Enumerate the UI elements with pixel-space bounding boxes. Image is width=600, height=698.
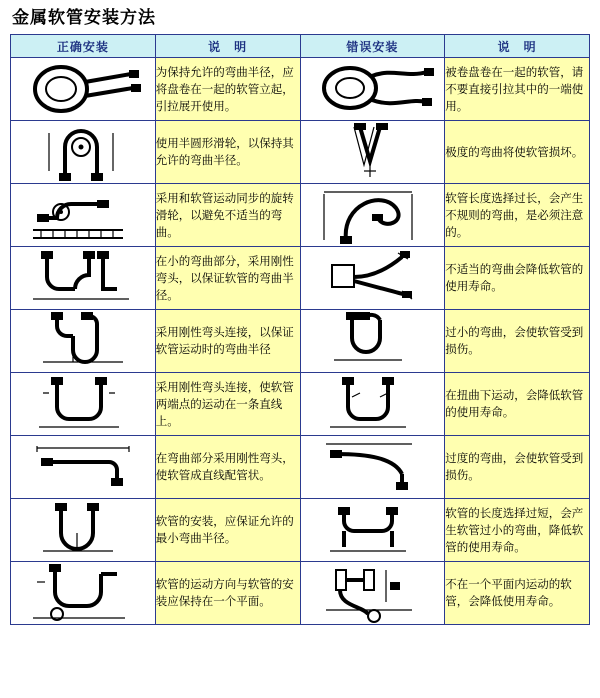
row-8-correct-description: 软管的安装，应保证允许的最小弯曲半径。	[155, 499, 300, 562]
header-description-2: 说 明	[445, 35, 590, 58]
table-row	[11, 247, 590, 310]
table-row	[11, 373, 590, 436]
tight-bend-wrong-icon	[300, 310, 445, 373]
row-3-correct-description: 采用和软管运动同步的旋转滑轮，以避免不适当的弯曲。	[155, 184, 300, 247]
table-row	[11, 562, 590, 625]
row-1-wrong-description: 被卷盘卷在一起的软管，请不要直接引拉其中的一端使用。	[445, 58, 590, 121]
min-bend-radius-correct-icon	[11, 499, 156, 562]
twisted-hose-wrong-icon	[300, 373, 445, 436]
row-4-correct-description: 在小的弯曲部分，采用刚性弯头，以保证软管的弯曲半径。	[155, 247, 300, 310]
long-hose-wrong-icon	[300, 184, 445, 247]
rotating-pulley-correct-icon	[11, 184, 156, 247]
out-of-plane-motion-wrong-icon	[300, 562, 445, 625]
table-row	[11, 58, 590, 121]
row-7-correct-description: 在弯曲部分采用刚性弯头，使软管成直线配管状。	[155, 436, 300, 499]
table-row	[11, 121, 590, 184]
semicircle-pulley-correct-icon	[11, 121, 156, 184]
row-2-correct-description: 使用半圆形滑轮，以保持其允许的弯曲半径。	[155, 121, 300, 184]
over-length-wrong-icon	[300, 499, 445, 562]
table-header-row	[11, 35, 590, 58]
row-9-correct-description: 软管的运动方向与软管的安装应保持在一个平面。	[155, 562, 300, 625]
header-description-1: 说 明	[155, 35, 300, 58]
coiled-hose-correct-icon	[11, 58, 156, 121]
row-1-correct-description: 为保持允许的弯曲半径，应将盘卷在一起的软管立起，引拉展开使用。	[155, 58, 300, 121]
row-5-correct-description: 采用刚性弯头连接，以保证软管运动时的弯曲半径	[155, 310, 300, 373]
installation-methods-table	[10, 34, 590, 625]
improper-bend-wrong-icon	[300, 247, 445, 310]
table-row	[11, 499, 590, 562]
row-6-correct-description: 采用刚性弯头连接，使软管两端点的运动在一条直线上。	[155, 373, 300, 436]
coiled-hose-wrong-icon	[300, 58, 445, 121]
row-5-wrong-description: 过小的弯曲，会使软管受到损伤。	[445, 310, 590, 373]
same-plane-motion-correct-icon	[11, 562, 156, 625]
row-9-wrong-description: 不在一个平面内运动的软管，会降低使用寿命。	[445, 562, 590, 625]
row-8-wrong-description: 软管的长度选择过短，会产生软管过小的弯曲，降低软管的使用寿命。	[445, 499, 590, 562]
row-3-wrong-description: 软管长度选择过长，会产生不规则的弯曲，是必须注意的。	[445, 184, 590, 247]
straight-pipe-elbow-correct-icon	[11, 436, 156, 499]
page-title: 金属软管安装方法	[12, 8, 156, 28]
table-row	[11, 184, 590, 247]
table-row	[11, 310, 590, 373]
header-correct-install: 正确安装	[11, 35, 156, 58]
row-4-wrong-description: 不适当的弯曲会降低软管的使用寿命。	[445, 247, 590, 310]
header-wrong-install: 错误安装	[300, 35, 445, 58]
excessive-bend-wrong-icon	[300, 436, 445, 499]
row-7-wrong-description: 过度的弯曲，会使软管受到损伤。	[445, 436, 590, 499]
row-6-wrong-description: 在扭曲下运动，会降低软管的使用寿命。	[445, 373, 590, 436]
rigid-elbow-small-bend-correct-icon	[11, 247, 156, 310]
row-2-wrong-description: 极度的弯曲将使软管损坏。	[445, 121, 590, 184]
rigid-elbow-u-correct-icon	[11, 310, 156, 373]
sharp-bend-wrong-icon	[300, 121, 445, 184]
rigid-elbow-straight-line-correct-icon	[11, 373, 156, 436]
table-row	[11, 436, 590, 499]
